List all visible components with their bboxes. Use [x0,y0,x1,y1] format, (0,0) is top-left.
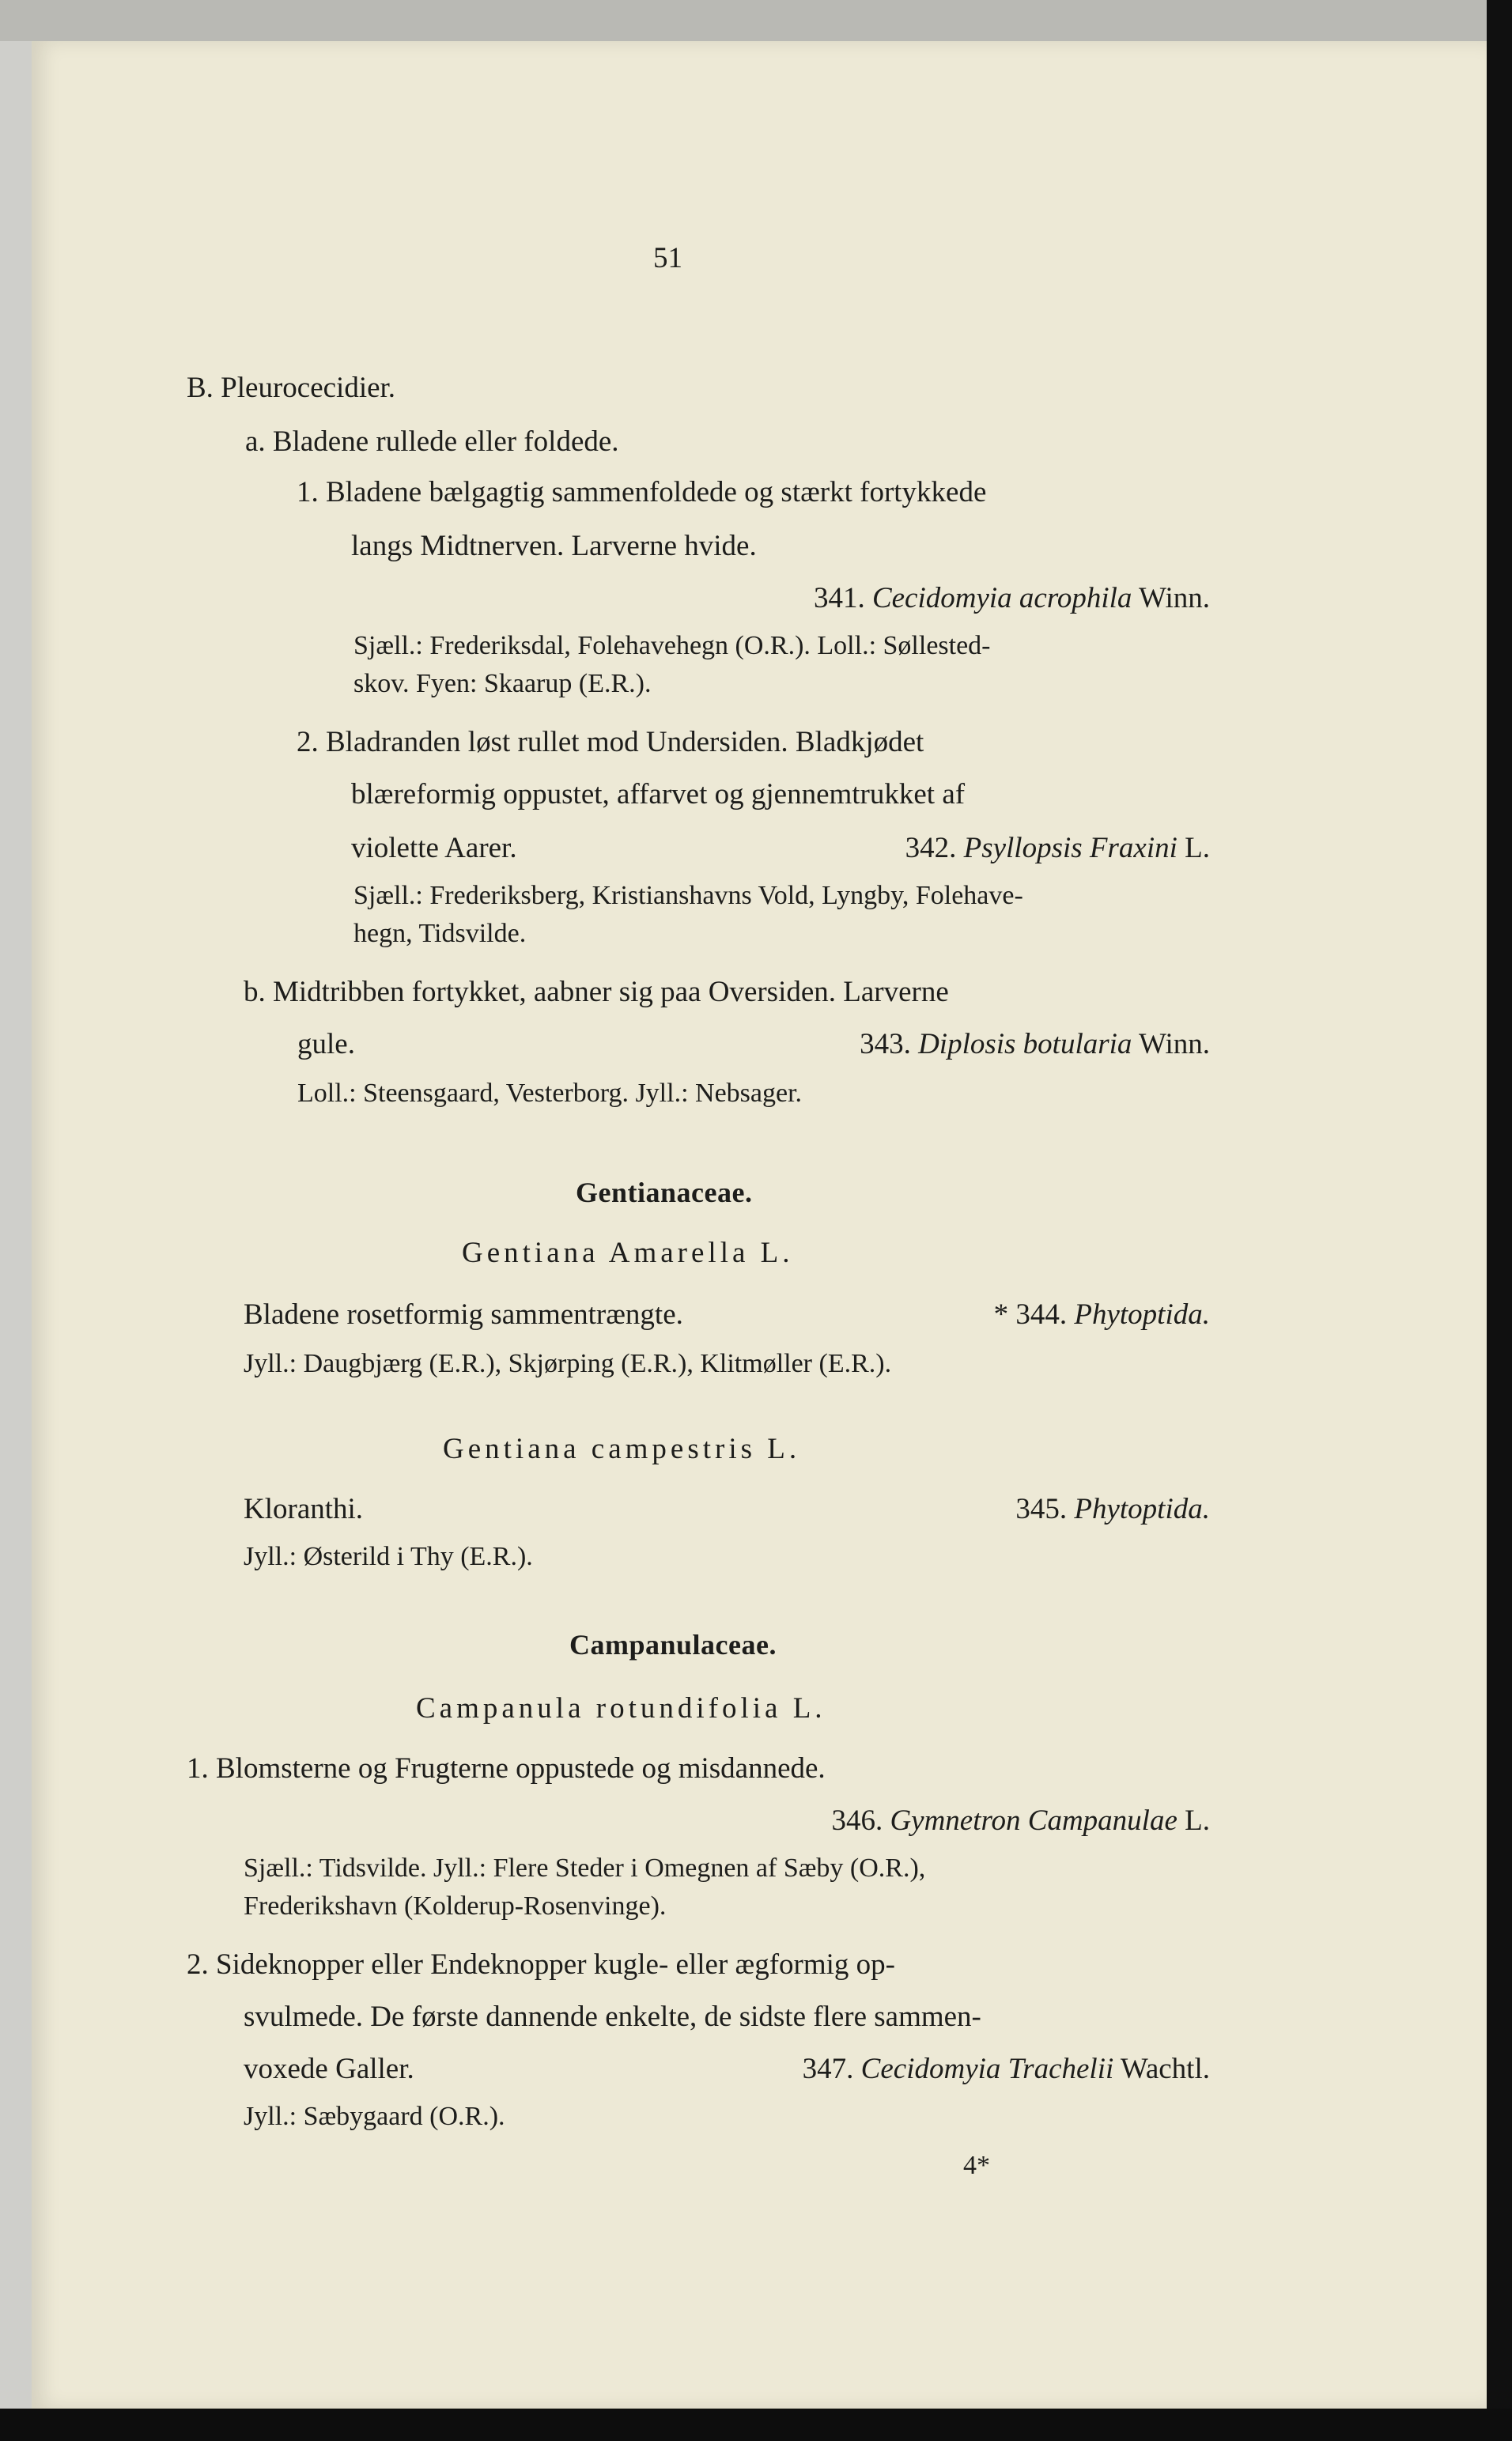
species-author: Winn. [1139,1028,1210,1060]
species-name: Gymnetron Campanulae [890,1804,1177,1837]
entry-344 [743,1300,1210,1329]
key-line-c2c: voxede Galler. [244,2053,414,2085]
locality-341-line1: Sjæll.: Frederiksdal, Folehavehegn (O.R.). Loll.: Søllested- [353,631,991,660]
description-344: Bladene rosetformig sammentrængte. [244,1298,683,1331]
entry-number: * 344. [993,1298,1068,1331]
key-line-c1: 1. Blomsterne og Frugterne oppustede og misdannede. [187,1752,826,1785]
host-heading-campanula-rotundifolia: Campanula rotundifolia L. [416,1692,826,1725]
locality-342-line1: Sjæll.: Frederiksberg, Kristianshavns Vold, Lyngby, Folehave- [353,881,1023,910]
species-author: L. [1185,1804,1210,1837]
locality-346-line2: Frederikshavn (Kolderup-Rosenvinge). [244,1891,667,1921]
key-line-2b: blæreformig oppustet, affarvet og gjennemtrukket af [351,778,966,811]
subsection-b-line1: b. Midtribben fortykket, aabner sig paa Oversiden. Larverne [244,976,949,1008]
entry-346 [585,1806,1210,1835]
key-line-1b: langs Midtnerven. Larverne hvide. [351,530,757,562]
locality-346-line1: Sjæll.: Tidsvilde. Jyll.: Flere Steder i Omegnen af Sæby (O.R.), [244,1853,926,1883]
family-heading-gentianaceae: Gentianaceae. [576,1177,753,1208]
locality-342-line2: hegn, Tidsvilde. [353,919,527,948]
locality-343: Loll.: Steensgaard, Vesterborg. Jyll.: Nebsager. [297,1079,803,1108]
scan-border-top [0,0,1512,41]
entry-341 [585,584,1210,613]
key-line-2a: 2. Bladranden løst rullet mod Undersiden. Bladkjødet [297,726,924,758]
key-line-2c: violette Aarer. [351,832,517,864]
entry-343 [585,1030,1210,1059]
scan-border-right [1487,0,1512,2441]
key-line-c2b: svulmede. De første dannende enkelte, de sidste flere sammen- [244,2001,981,2033]
host-heading-gentiana-campestris: Gentiana campestris L. [443,1433,801,1465]
description-345: Kloranthi. [244,1493,364,1525]
book-page [32,41,1487,2409]
species-name: Cecidomyia Trachelii [860,2053,1114,2085]
locality-341-line2: skov. Fyen: Skaarup (E.R.). [353,669,652,698]
entry-342 [664,833,1210,863]
species-name: Psyllopsis Fraxini [963,832,1177,864]
subsection-b-line2: gule. [297,1028,355,1060]
entry-number: 347. [802,2053,854,2085]
entry-number: 346. [831,1804,883,1837]
locality-345: Jyll.: Østerild i Thy (E.R.). [244,1542,533,1571]
entry-347 [633,2054,1210,2084]
subsection-a: a. Bladene rullede eller foldede. [245,425,619,458]
species-author: Winn. [1139,582,1210,614]
section-heading-b: B. Pleurocecidier. [187,372,396,404]
entry-345 [822,1494,1210,1524]
signature-mark: 4* [963,2151,990,2180]
scan-border-bottom [0,2409,1512,2441]
species-author: Wachtl. [1120,2053,1210,2085]
family-heading-campanulaceae: Campanulaceae. [569,1629,777,1661]
key-line-c2a: 2. Sideknopper eller Endeknopper kugle- eller ægformig op- [187,1948,895,1981]
species-name: Cecidomyia acrophila [871,582,1132,614]
species-author: L. [1185,832,1210,864]
entry-number: 341. [813,582,865,614]
entry-number: 343. [860,1028,911,1060]
key-line-1a: 1. Bladene bælgagtig sammenfoldede og stærkt fortykkede [297,476,987,508]
species-name: Phytoptida. [1074,1493,1210,1525]
entry-number: 345. [1015,1493,1068,1525]
host-heading-gentiana-amarella: Gentiana Amarella L. [462,1237,794,1269]
locality-344: Jyll.: Daugbjærg (E.R.), Skjørping (E.R.), Klitmøller (E.R.). [244,1349,892,1378]
species-name: Phytoptida. [1074,1298,1210,1331]
page-number: 51 [653,242,682,274]
locality-347: Jyll.: Sæbygaard (O.R.). [244,2102,505,2131]
entry-number: 342. [905,832,957,864]
species-name: Diplosis botularia [918,1028,1132,1060]
